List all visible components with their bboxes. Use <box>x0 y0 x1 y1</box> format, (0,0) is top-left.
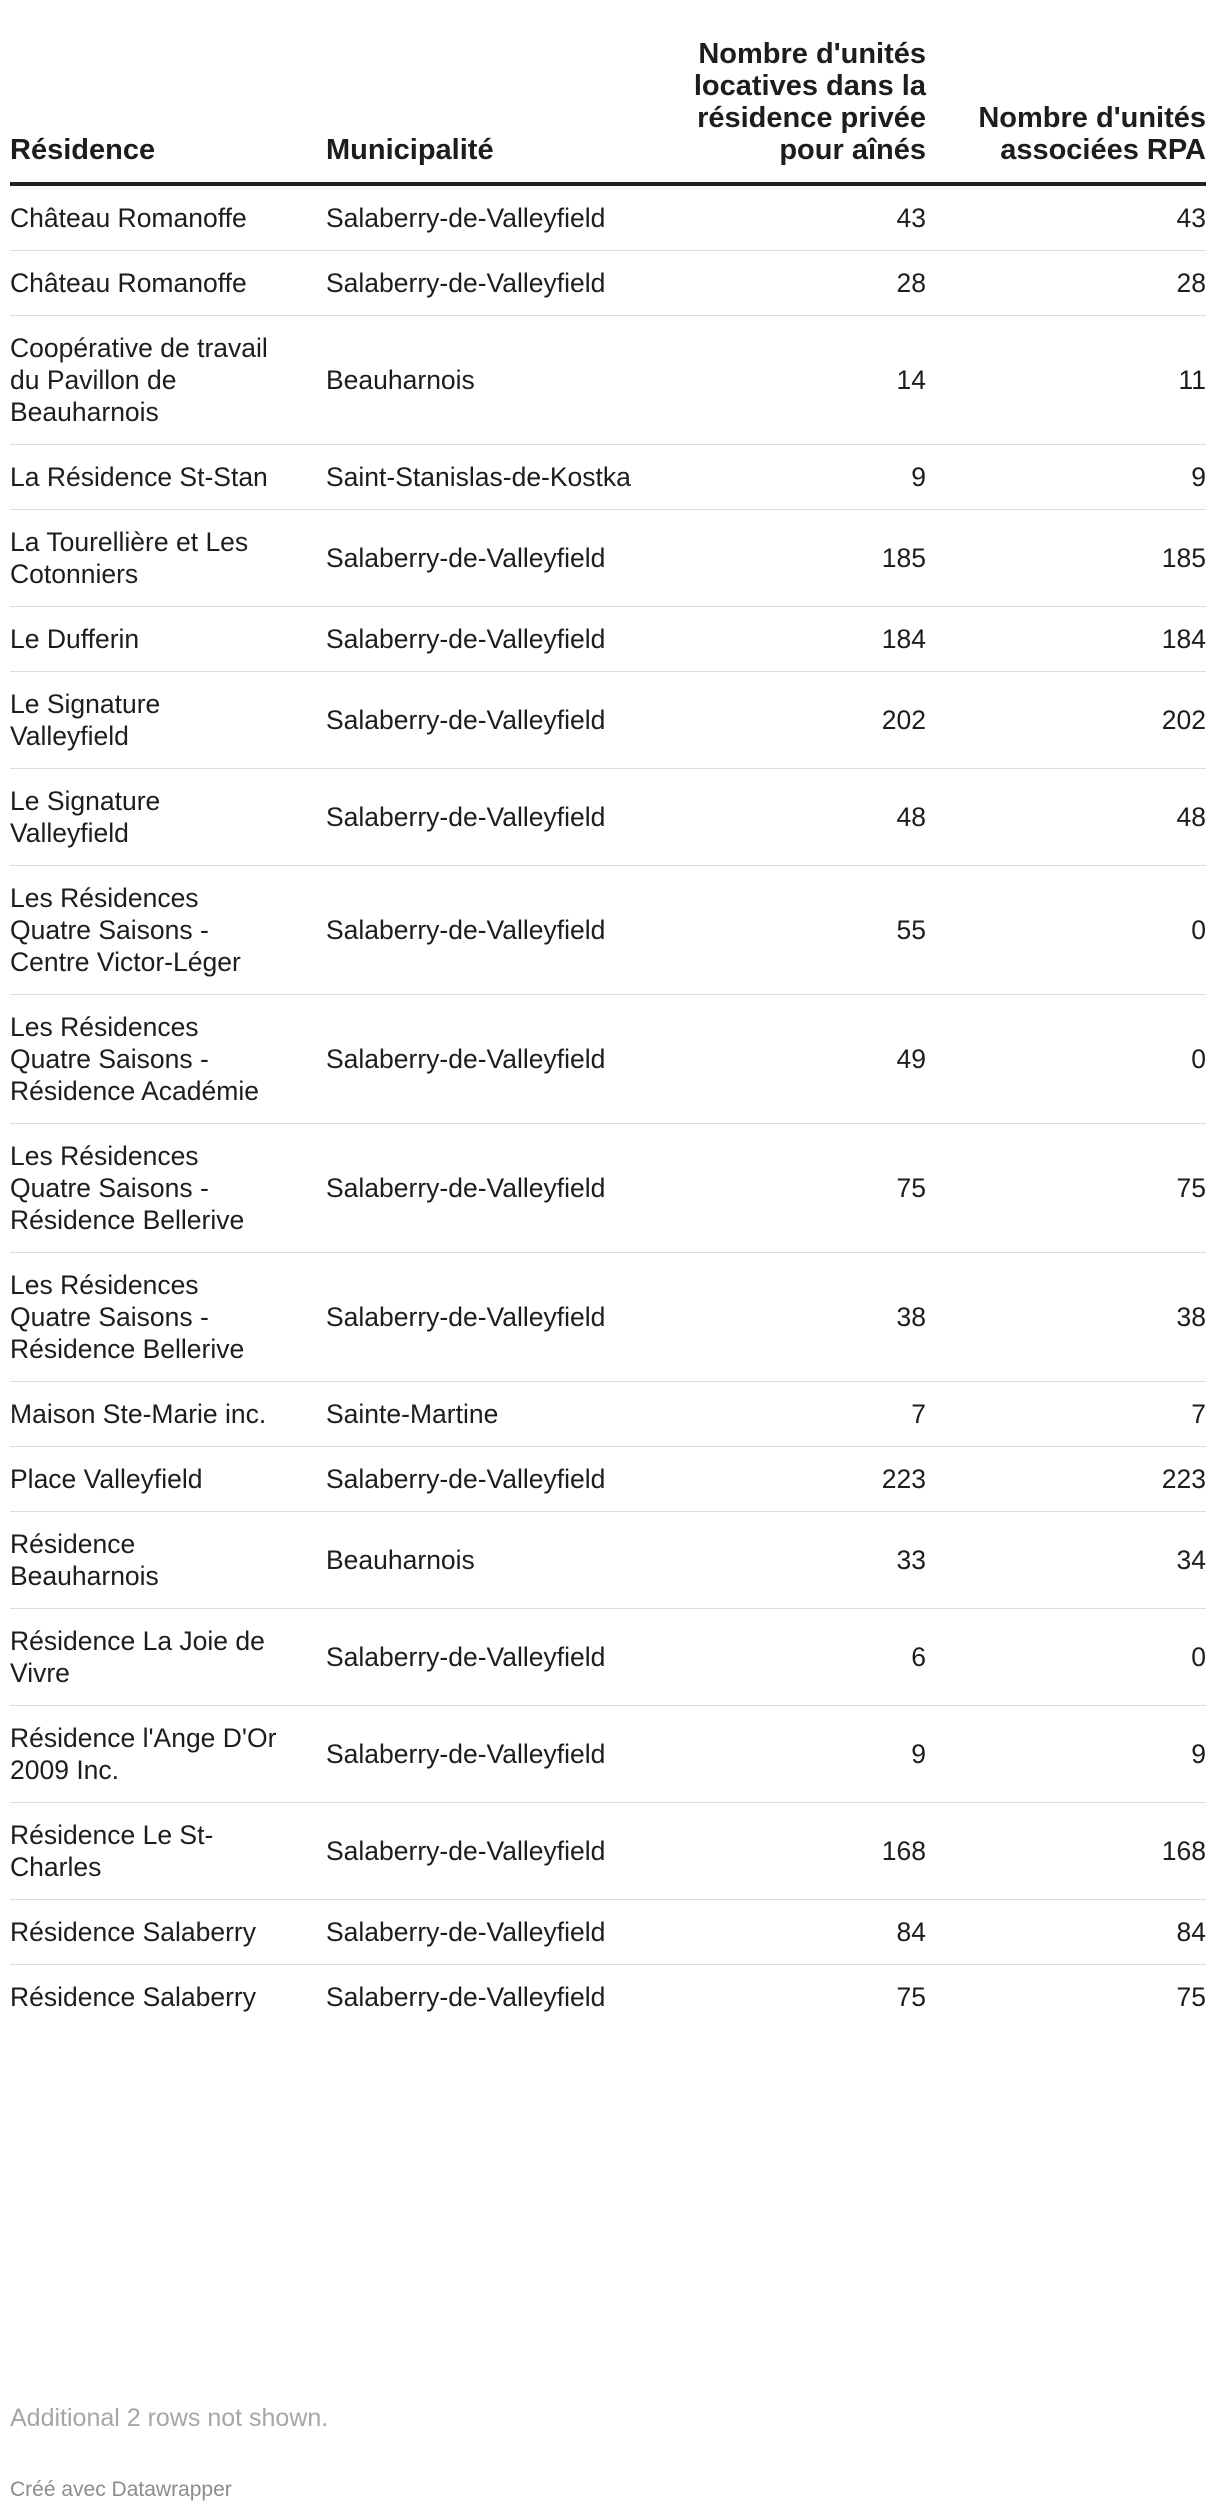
table-row <box>10 1512 1206 1609</box>
cell-residence: Les Résidences Quatre Saisons - Centre Victor-Léger <box>10 866 326 995</box>
cell-residence: Les Résidences Quatre Saisons - Résidence Bellerive <box>10 1253 326 1382</box>
table-row <box>10 1382 1206 1447</box>
table-row <box>10 184 1206 251</box>
cell-unites-rpa: 0 <box>926 866 1206 995</box>
cell-residence: Le Signature Valleyfield <box>10 769 326 866</box>
cell-unites-locatives: 84 <box>642 1900 926 1965</box>
table-row <box>10 866 1206 995</box>
cell-residence: Coopérative de travail du Pavillon de Beauharnois <box>10 316 326 445</box>
cell-residence: Maison Ste-Marie inc. <box>10 1382 326 1447</box>
cell-municipalite: Salaberry-de-Valleyfield <box>326 1982 606 2012</box>
cell-residence: Résidence Salaberry <box>10 1900 326 1965</box>
cell-municipalite: Beauharnois <box>326 1512 642 1609</box>
cell-unites-locatives: 202 <box>642 672 926 769</box>
table-row <box>10 1124 1206 1253</box>
table-row <box>10 1447 1206 1512</box>
cell-unites-rpa: 202 <box>926 672 1206 769</box>
cell-unites-locatives: 9 <box>642 445 926 510</box>
table-row <box>10 1803 1206 1900</box>
cell-unites-locatives: 55 <box>642 866 926 995</box>
cell-unites-rpa: 0 <box>926 1609 1206 1706</box>
cell-unites-rpa: 84 <box>926 1900 1206 1965</box>
cell-unites-locatives: 7 <box>642 1382 926 1447</box>
cell-unites-rpa: 48 <box>926 769 1206 866</box>
column-header-unites-locatives[interactable]: Nombre d'unités locatives dans la résidence privée pour aînés <box>642 38 926 184</box>
cell-municipalite: Salaberry-de-Valleyfield <box>326 251 642 316</box>
cell-residence: Les Résidences Quatre Saisons - Résidence Bellerive <box>10 1124 326 1253</box>
table-row <box>10 1253 1206 1382</box>
cell-municipalite: Salaberry-de-Valleyfield <box>326 1253 642 1382</box>
table-row <box>10 510 1206 607</box>
table-row <box>10 995 1206 1124</box>
cell-residence: Résidence l'Ange D'Or 2009 Inc. <box>10 1706 326 1803</box>
cell-municipalite: Salaberry-de-Valleyfield <box>326 866 642 995</box>
cell-municipalite: Saint-Stanislas-de-Kostka <box>326 445 642 510</box>
cell-unites-rpa: 223 <box>926 1447 1206 1512</box>
cell-municipalite: Salaberry-de-Valleyfield <box>326 1124 642 1253</box>
table-header <box>10 38 1206 184</box>
cell-unites-rpa: 34 <box>926 1512 1206 1609</box>
cell-residence: La Résidence St-Stan <box>10 445 326 510</box>
data-table <box>10 38 1206 2029</box>
datawrapper-credit[interactable]: Créé avec Datawrapper <box>10 2478 232 2501</box>
cell-unites-rpa: 185 <box>926 510 1206 607</box>
cell-residence: Les Résidences Quatre Saisons - Résidence Académie <box>10 995 326 1124</box>
table-row <box>10 769 1206 866</box>
cell-unites-locatives: 168 <box>642 1803 926 1900</box>
cell-municipalite: Salaberry-de-Valleyfield <box>326 510 642 607</box>
table-row <box>10 1609 1206 1706</box>
cell-residence: La Tourellière et Les Cotonniers <box>10 510 326 607</box>
cell-unites-rpa: 9 <box>926 445 1206 510</box>
cell-unites-locatives: 43 <box>642 184 926 251</box>
table-row <box>10 672 1206 769</box>
cell-unites-rpa: 168 <box>926 1803 1206 1900</box>
cell-residence: Place Valleyfield <box>10 1447 326 1512</box>
cell-municipalite: Salaberry-de-Valleyfield <box>326 607 642 672</box>
cell-unites-locatives: 9 <box>642 1706 926 1803</box>
cell-municipalite: Salaberry-de-Valleyfield <box>326 1447 642 1512</box>
cell-unites-rpa: 38 <box>926 1253 1206 1382</box>
cell-unites-locatives: 14 <box>642 316 926 445</box>
cell-municipalite: Salaberry-de-Valleyfield <box>326 1706 642 1803</box>
cell-unites-locatives: 48 <box>642 769 926 866</box>
cell-municipalite: Salaberry-de-Valleyfield <box>326 184 642 251</box>
cell-unites-locatives: 185 <box>642 510 926 607</box>
table-row <box>10 1900 1206 1965</box>
cell-unites-locatives: 223 <box>642 1447 926 1512</box>
table-row <box>10 1706 1206 1803</box>
table-row <box>10 445 1206 510</box>
cell-unites-rpa: 9 <box>926 1706 1206 1803</box>
column-header-unites-rpa[interactable]: Nombre d'unités associées RPA <box>926 38 1206 184</box>
table-row <box>10 1965 1206 2030</box>
cell-municipalite: Salaberry-de-Valleyfield <box>326 1900 642 1965</box>
cell-unites-locatives: 49 <box>642 995 926 1124</box>
cell-residence: Résidence Salaberry <box>10 1982 256 2012</box>
cell-unites-rpa: 43 <box>926 184 1206 251</box>
cell-residence: Le Dufferin <box>10 607 326 672</box>
table-row <box>10 251 1206 316</box>
cell-unites-rpa: 75 <box>1176 1982 1206 2012</box>
cell-unites-rpa: 75 <box>926 1124 1206 1253</box>
cell-unites-locatives: 33 <box>642 1512 926 1609</box>
cell-unites-locatives: 38 <box>642 1253 926 1382</box>
cell-residence: Résidence Beauharnois <box>10 1512 326 1609</box>
cell-municipalite: Salaberry-de-Valleyfield <box>326 672 642 769</box>
cell-unites-rpa: 28 <box>926 251 1206 316</box>
table-row <box>10 607 1206 672</box>
table-row <box>10 316 1206 445</box>
cell-municipalite: Salaberry-de-Valleyfield <box>326 995 642 1124</box>
cell-residence: Château Romanoffe <box>10 184 326 251</box>
cell-municipalite: Salaberry-de-Valleyfield <box>326 1803 642 1900</box>
cell-unites-locatives: 28 <box>642 251 926 316</box>
cell-unites-locatives: 184 <box>642 607 926 672</box>
cell-residence: Résidence Le St-Charles <box>10 1803 326 1900</box>
cell-residence: Le Signature Valleyfield <box>10 672 326 769</box>
cell-unites-locatives: 6 <box>642 1609 926 1706</box>
cell-residence: Château Romanoffe <box>10 251 326 316</box>
column-header-municipalite[interactable]: Municipalité <box>326 38 642 184</box>
cell-municipalite: Beauharnois <box>326 316 642 445</box>
cell-municipalite: Salaberry-de-Valleyfield <box>326 1609 642 1706</box>
cell-unites-rpa: 184 <box>926 607 1206 672</box>
cell-unites-locatives: 75 <box>896 1982 926 2012</box>
cell-unites-rpa: 0 <box>926 995 1206 1124</box>
cell-unites-rpa: 7 <box>926 1382 1206 1447</box>
cell-unites-locatives: 75 <box>642 1124 926 1253</box>
cell-municipalite: Salaberry-de-Valleyfield <box>326 769 642 866</box>
cell-unites-rpa: 11 <box>926 316 1206 445</box>
column-header-residence[interactable]: Résidence <box>10 38 326 184</box>
cell-municipalite: Sainte-Martine <box>326 1382 642 1447</box>
table-body <box>10 184 1206 2029</box>
rows-hidden-note: Additional 2 rows not shown. <box>10 2404 329 2432</box>
cell-residence: Résidence La Joie de Vivre <box>10 1609 326 1706</box>
